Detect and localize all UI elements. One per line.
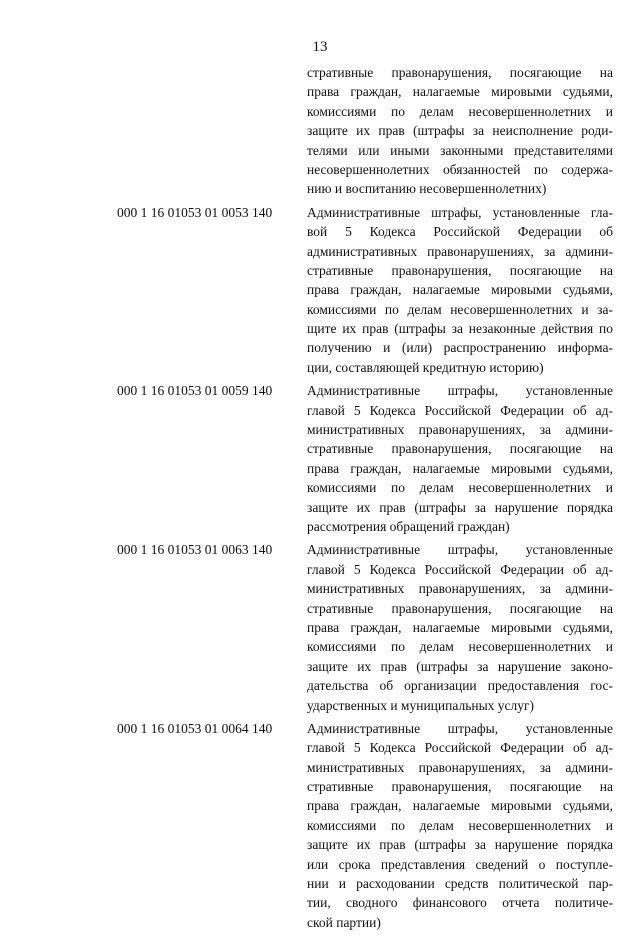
description-line: стративные правонарушения, посягающие на (307, 441, 613, 457)
description (307, 203, 613, 378)
budget-code: 000 1 16 01053 01 0053 140 (117, 204, 273, 220)
description-line: главой 5 Кодекса Российской Федерации об ад- (307, 740, 613, 756)
table-row (117, 203, 613, 378)
page-number: 13 (312, 39, 328, 55)
description-line: несовершеннолетних обязанностей по содержа- (307, 161, 613, 177)
description-line: министративных правонарушениях, за админи- (307, 581, 613, 597)
budget-code: 000 1 16 01053 01 0063 140 (117, 542, 273, 558)
description-line: дательства об организации предоставления гос- (307, 678, 613, 694)
description-line: права граждан, налагаемые мировыми судьями, (307, 460, 613, 476)
description-line: Административные штрафы, установленные (307, 720, 613, 736)
description-line: министративных правонарушениях, за админи- (307, 759, 613, 775)
description-line: стративные правонарушения, посягающие на (307, 600, 613, 616)
description-line: главой 5 Кодекса Российской Федерации об ад- (307, 402, 613, 418)
description-line: Административные штрафы, установленные (307, 383, 613, 399)
description-line: административных правонарушениях, за админи- (307, 243, 613, 259)
document-table (117, 63, 613, 936)
description-line: комиссиями по делам несовершеннолетних и (307, 817, 613, 833)
description-line: защите их прав (штрафы за неисполнение роди- (307, 123, 613, 139)
description-line: вой 5 Кодекса Российской Федерации об (307, 224, 613, 240)
description-line: или срока представления сведений о поступле- (307, 856, 613, 872)
description-line: Административные штрафы, установленные гла- (307, 204, 613, 220)
description-line: получению и (или) распространению информа- (307, 340, 613, 356)
table-row (117, 63, 613, 199)
description-line: телями или иными законными представителями (307, 142, 613, 158)
table-row (117, 719, 613, 932)
description-line: стративные правонарушения, посягающие на (307, 65, 613, 80)
description-line: нию и воспитанию несовершеннолетних) (307, 181, 547, 197)
description (307, 540, 613, 715)
table-row (117, 381, 613, 536)
description (307, 63, 613, 199)
description-line: защите их прав (штрафы за нарушение порядка (307, 499, 613, 515)
description-line: главой 5 Кодекса Российской Федерации об ад- (307, 561, 613, 577)
description-line: права граждан, налагаемые мировыми судьями, (307, 282, 613, 298)
description-line: ции, составляющей кредитную историю) (307, 359, 544, 375)
description-line: комиссиями по делам несовершеннолетних и (307, 480, 613, 496)
description-line: рассмотрения обращений граждан) (307, 518, 510, 534)
table-row (117, 540, 613, 715)
description-line: права граждан, налагаемые мировыми судьями, (307, 619, 613, 635)
description-line: комиссиями по делам несовершеннолетних и (307, 103, 613, 119)
description-line: тии, сводного финансового отчета политиче- (307, 895, 613, 911)
description-line: комиссиями по делам несовершеннолетних и за- (307, 301, 613, 317)
description-line: права граждан, налагаемые мировыми судьями, (307, 84, 613, 100)
description-line: стративные правонарушения, посягающие на (307, 262, 613, 278)
budget-code: 000 1 16 01053 01 0064 140 (117, 720, 273, 736)
description-line: защите их прав (штрафы за нарушение порядка (307, 837, 613, 853)
budget-code: 000 1 16 01053 01 0059 140 (117, 383, 273, 399)
description-line: права граждан, налагаемые мировыми судьями, (307, 798, 613, 814)
description-line: нии и расходовании средств политической пар- (307, 876, 613, 892)
description (307, 381, 613, 536)
description-line: комиссиями по делам несовершеннолетних и (307, 639, 613, 655)
description-line: ударственных и муниципальных услуг) (307, 697, 535, 713)
description-line: Административные штрафы, установленные (307, 542, 613, 558)
description-line: щите их прав (штрафы за незаконные действия по (307, 321, 613, 337)
budget-code (117, 63, 307, 199)
description-line: министративных правонарушениях, за админи- (307, 422, 613, 438)
description (307, 719, 613, 932)
description-line: защите их прав (штрафы за нарушение законо- (307, 658, 613, 674)
description-line: ской партии) (307, 914, 381, 930)
description-line: стративные правонарушения, посягающие на (307, 779, 613, 795)
